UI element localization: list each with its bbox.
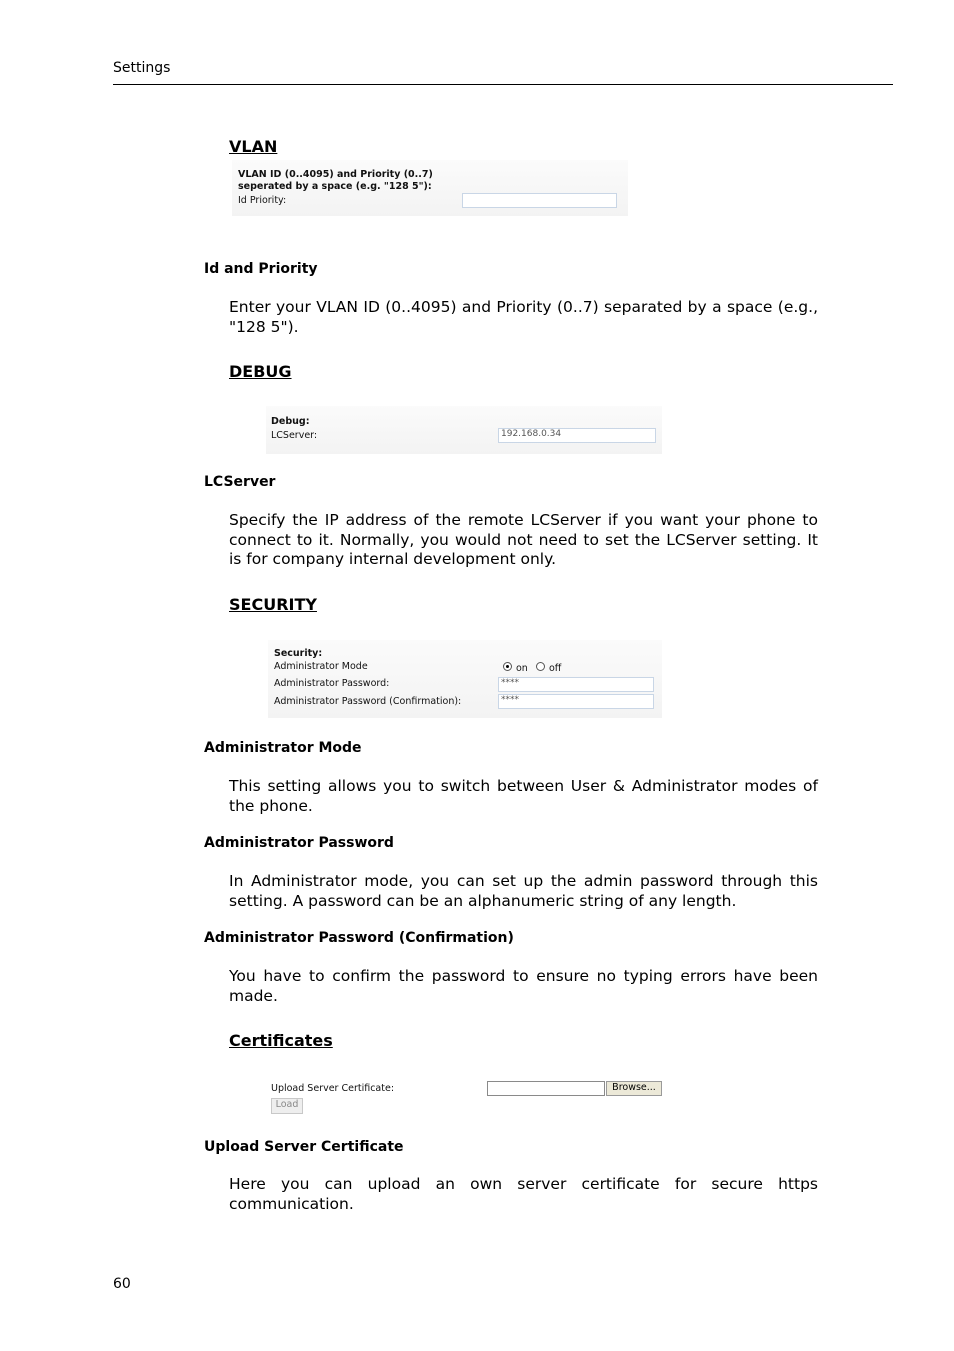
page-number: 60 xyxy=(113,1276,131,1292)
admin-mode-description: This setting allows you to switch between User & Administrator modes of the phone. xyxy=(229,777,818,815)
debug-panel-title: Debug: xyxy=(271,416,310,427)
lcserver-label: LCServer: xyxy=(271,430,318,441)
admin-mode-off-radio[interactable] xyxy=(536,662,545,671)
id-priority-input[interactable] xyxy=(462,193,617,208)
id-priority-description: Enter your VLAN ID (0..4095) and Priority (0..7) separated by a space (e.g., "128 5"). xyxy=(229,298,818,336)
admin-mode-label: Administrator Mode xyxy=(274,661,368,672)
certificates-heading: Certificates xyxy=(229,1031,333,1050)
upload-cert-label: Upload Server Certificate: xyxy=(271,1083,395,1094)
debug-panel xyxy=(266,406,662,454)
browse-button[interactable]: Browse... xyxy=(606,1081,662,1096)
security-panel-title: Security: xyxy=(274,648,323,659)
vlan-label-line1: VLAN ID (0..4095) and Priority (0..7) xyxy=(238,169,433,180)
security-panel xyxy=(268,640,662,718)
lcserver-subheading: LCServer xyxy=(204,474,276,490)
vlan-panel xyxy=(232,160,628,216)
admin-password-confirm-description: You have to confirm the password to ensure no typing errors have been made. xyxy=(229,967,818,1005)
admin-mode-on-label: on xyxy=(516,663,528,674)
id-priority-label: Id Priority: xyxy=(238,195,287,206)
admin-mode-subheading: Administrator Mode xyxy=(204,740,362,756)
admin-password-subheading: Administrator Password xyxy=(204,835,394,851)
upload-cert-description: Here you can upload an own server certificate for secure https communication. xyxy=(229,1175,818,1213)
admin-mode-off-label: off xyxy=(549,663,562,674)
debug-heading: DEBUG xyxy=(229,362,292,381)
vlan-heading: VLAN xyxy=(229,137,278,156)
certificates-panel xyxy=(266,1076,666,1118)
lcserver-description: Specify the IP address of the remote LCServer if you want your phone to connect to it. Normally, you would not need to set the LCServer setting. It is for company internal development only. xyxy=(229,511,818,568)
admin-password-confirm-subheading: Administrator Password (Confirmation) xyxy=(204,930,514,946)
upload-cert-subheading: Upload Server Certificate xyxy=(204,1139,404,1155)
id-priority-subheading: Id and Priority xyxy=(204,261,318,277)
admin-password-label: Administrator Password: xyxy=(274,678,390,689)
vlan-label-line2: seperated by a space (e.g. "128 5"): xyxy=(238,181,432,192)
admin-password-confirm-input[interactable]: **** xyxy=(498,694,654,709)
load-button[interactable]: Load xyxy=(271,1098,303,1114)
cert-file-input[interactable] xyxy=(487,1081,605,1096)
running-header: Settings xyxy=(113,60,171,76)
security-heading: SECURITY xyxy=(229,595,317,614)
admin-password-input[interactable]: **** xyxy=(498,677,654,692)
admin-mode-on-radio[interactable] xyxy=(503,662,512,671)
admin-password-confirm-label: Administrator Password (Confirmation): xyxy=(274,696,462,707)
admin-password-description: In Administrator mode, you can set up the admin password through this setting. A password can be an alphanumeric string of any length. xyxy=(229,872,818,910)
lcserver-input[interactable]: 192.168.0.34 xyxy=(498,428,656,443)
header-divider xyxy=(113,84,893,85)
